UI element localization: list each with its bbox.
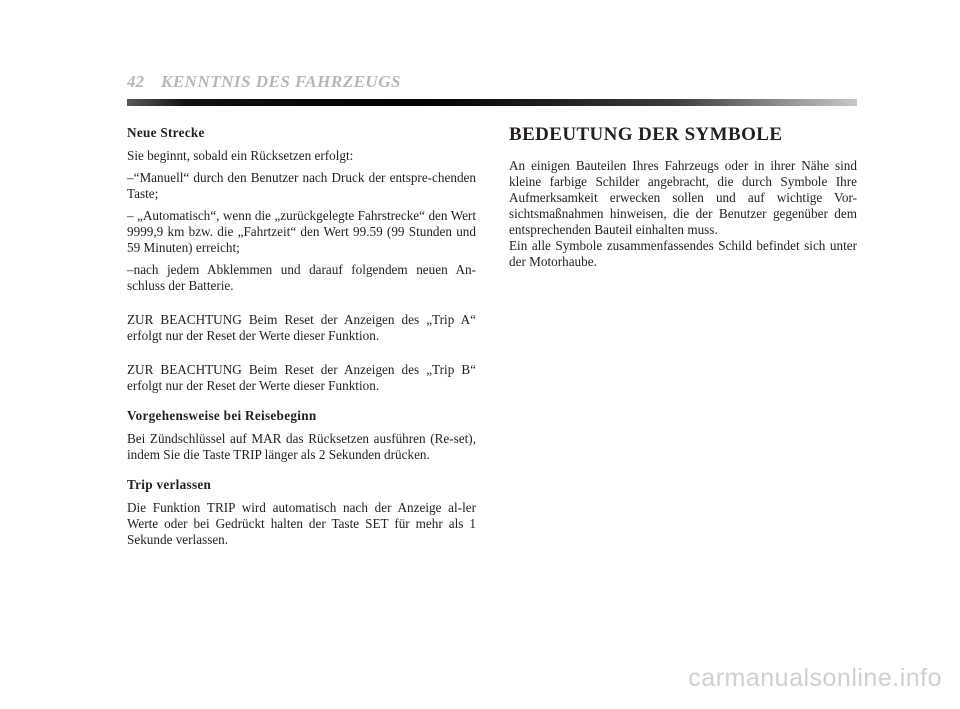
neue-strecke-item-automatisch: – „Automatisch“, wenn die „zurückgelegte Fahrstrecke“ den Wert 9999,9 km bzw. die „Fahrtzeit“ den Wert 99.59 (99 Stunden und 59 Minuten) erreicht; — [127, 208, 476, 255]
symbole-schild-paragraph: Ein alle Symbole zusammenfassendes Schild befindet sich unter der Motorhaube. — [509, 238, 857, 269]
right-column — [509, 124, 857, 270]
trip-verlassen-text: Die Funktion TRIP wird automatisch nach der Anzeige al-ler Werte oder bei Gedrückt halten der Taste SET für mehr als 1 Sekunde verlassen. — [127, 500, 476, 547]
neue-strecke-intro: Sie beginnt, sobald ein Rücksetzen erfolgt: — [127, 148, 354, 163]
header-divider — [127, 99, 857, 106]
note-trip-a: ZUR BEACHTUNG Beim Reset der Anzeigen des „Trip A“ erfolgt nur der Reset der Werte dieser Funktion. — [127, 312, 476, 343]
heading-neue-strecke: Neue Strecke — [127, 125, 205, 140]
page-number: 42 — [127, 72, 144, 91]
neue-strecke-item-batterie: –nach jedem Abklemmen und darauf folgendem neuen An-schluss der Batterie. — [127, 262, 476, 293]
heading-trip-verlassen: Trip verlassen — [127, 477, 212, 492]
neue-strecke-item-manuell: –“Manuell“ durch den Benutzer nach Druck der entspre-chenden Taste; — [127, 170, 476, 201]
left-column — [127, 125, 476, 554]
page-header — [127, 72, 867, 94]
vorgehensweise-text: Bei Zündschlüssel auf MAR das Rücksetzen ausführen (Re-set), indem Sie die Taste TRIP länger als 2 Sekunden drücken. — [127, 431, 476, 462]
watermark: carmanualsonline.info — [688, 664, 942, 692]
symbole-paragraph: An einigen Bauteilen Ihres Fahrzeugs oder in ihrer Nähe sind kleine farbige Schilder angebracht, die durch Symbole Ihre Aufmerksamkeit erwecken sollen und auf wichtige Vor-sichtsmaßnahmen hinweisen, die der Benutzer gegenüber dem entsprechenden Bauteil einhalten muss. — [509, 158, 857, 237]
section-title: KENNTNIS DES FAHRZEUGS — [161, 72, 401, 91]
heading-vorgehensweise: Vorgehensweise bei Reisebeginn — [127, 408, 317, 423]
heading-bedeutung-der-symbole: BEDEUTUNG DER SYMBOLE — [509, 124, 783, 145]
note-trip-b: ZUR BEACHTUNG Beim Reset der Anzeigen des „Trip B“ erfolgt nur der Reset der Werte dieser Funktion. — [127, 362, 476, 393]
